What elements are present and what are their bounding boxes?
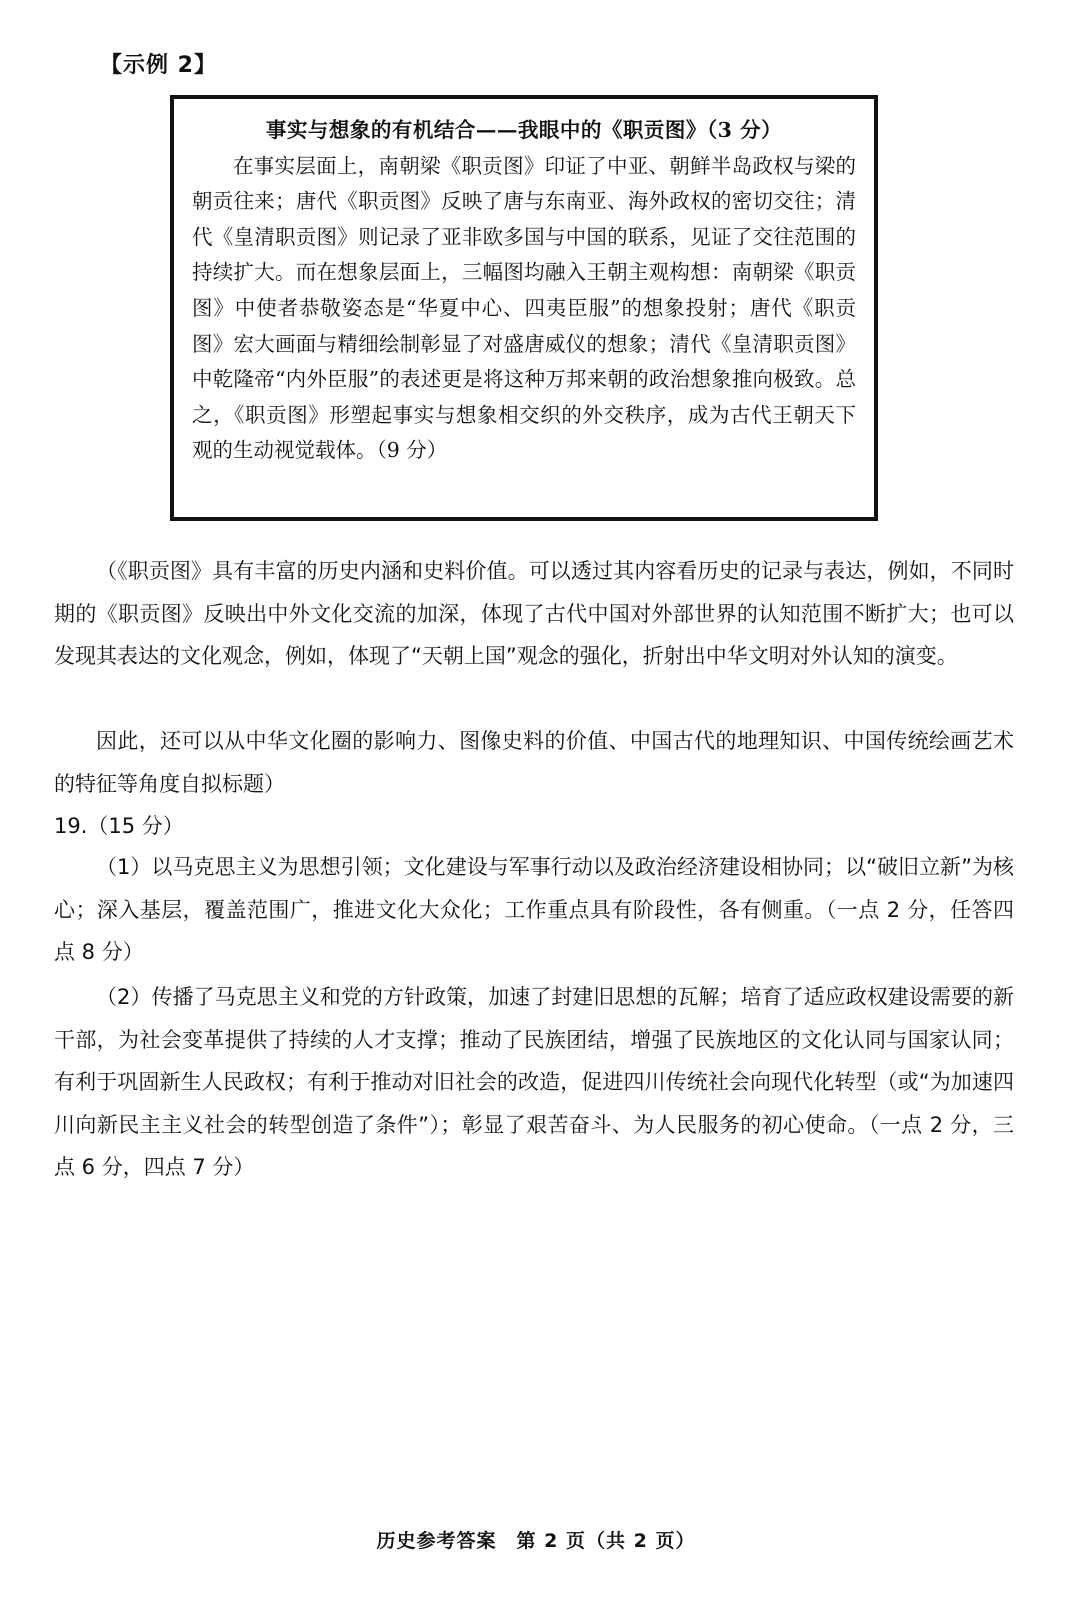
page-footer: 历史参考答案 第 2 页（共 2 页） <box>376 1530 696 1552</box>
note-paragraph-2: 因此，还可以从中华文化圈的影响力、图像史料的价值、中国古代的地理知识、中国传统绘画艺术的特征等角度自拟标题） <box>54 729 1014 796</box>
question-19-answer-1: （1）以马克思主义为思想引领；文化建设与军事行动以及政治经济建设相协同；以“破旧立新”为核心；深入基层，覆盖范围广，推进文化大众化；工作重点具有阶段性，各有侧重。（一点 2 分，任答四点 8 分） <box>54 855 1014 964</box>
example-title: 事实与想象的有机结合——我眼中的《职贡图》（3 分） <box>265 118 783 142</box>
note-paragraph-1: （《职贡图》具有丰富的历史内涵和史料价值。可以透过其内容看历史的记录与表达，例如，不同时期的《职贡图》反映出中外文化交流的加深，体现了古代中国对外部世界的认知范围不断扩大；也可以发现其表达的文化观念，例如，体现了“天朝上国”观念的强化，折射出中华文明对外认知的演变。 <box>54 559 1014 668</box>
question-19-heading: 19.（15 分） <box>54 814 184 838</box>
question-19-answer-2: （2）传播了马克思主义和党的方针政策，加速了封建旧思想的瓦解；培育了适应政权建设需要的新干部，为社会变革提供了持续的人才支撑；推动了民族团结，增强了民族地区的文化认同与国家认同；有利于巩固新生人民政权；有利于推动对旧社会的改造，促进四川传统社会向现代化转型（或“为加速四川向新民主主义社会的转型创造了条件”）；彰显了艰苦奋斗、为人民服务的初心使命。（一点 2 分，三点 6 分，四点 7 分） <box>54 985 1014 1179</box>
example-text: 在事实层面上，南朝梁《职贡图》印证了中亚、朝鲜半岛政权与梁的朝贡往来；唐代《职贡图》反映了唐与东南亚、海外政权的密切交往；清代《皇清职贡图》则记录了亚非欧多国与中国的联系，见证了交往范围的持续扩大。而在想象层面上，三幅图均融入王朝主观构想：南朝梁《职贡图》中使者恭敬姿态是“华夏中心、四夷臣服”的想象投射；唐代《职贡图》宏大画面与精细绘制彰显了对盛唐威仪的想象；清代《皇清职贡图》中乾隆帝“内外臣服”的表述更是将这种万邦来朝的政治想象推向极致。总之，《职贡图》形塑起事实与想象相交织的外交秩序，成为古代王朝天下观的生动视觉载体。（9 分） <box>192 153 856 463</box>
example-answer-box <box>170 95 878 521</box>
example-label: 【示例 2】 <box>100 53 217 78</box>
